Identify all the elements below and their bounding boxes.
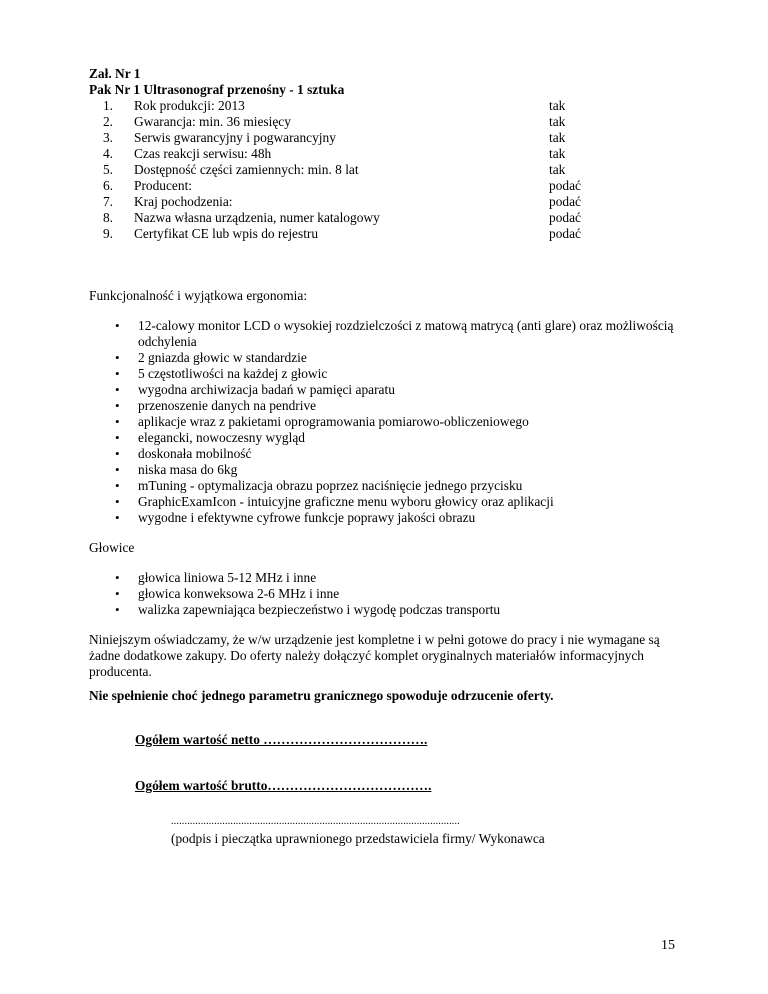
feature-item: • przenoszenie danych na pendrive (89, 398, 689, 414)
declaration-paragraph: Niniejszym oświadczamy, że w/w urządzenie jest kompletne i w pełni gotowe do pracy i nie wymagane są żadne dodatkowe zakupy. Do oferty należy dołączyć komplet oryginalnych materiałów informacyjnych producenta. (89, 632, 660, 679)
features-list (89, 318, 689, 526)
document-page (89, 66, 689, 847)
requirement-text: Kraj pochodzenia: (134, 194, 233, 209)
requirement-number: 7. (102, 194, 113, 209)
feature-item: • wygodne i efektywne cyfrowe funkcje poprawy jakości obrazu (89, 510, 689, 526)
requirement-number: 6. (102, 178, 113, 193)
requirement-value: podać (549, 210, 581, 225)
package-title: Pak Nr 1 Ultrasonograf przenośny - 1 sztuka (89, 82, 345, 97)
requirement-value: tak (549, 130, 566, 145)
requirement-number: 1. (102, 98, 113, 113)
feature-item: • elegancki, nowoczesny wygląd (89, 430, 689, 446)
feature-item: • mTuning - optymalizacja obrazu poprzez naciśnięcie jednego przycisku (89, 478, 689, 494)
gross-total-line: Ogółem wartość brutto………………………………. (135, 778, 432, 793)
requirement-row (89, 226, 689, 242)
requirement-text: Rok produkcji: 2013 (134, 98, 245, 113)
requirement-row (89, 162, 689, 178)
probe-item: • walizka zapewniająca bezpieczeństwo i wygodę podczas transportu (89, 602, 689, 618)
feature-item: • 5 częstotliwości na każdej z głowic (89, 366, 689, 382)
requirement-value: podać (549, 194, 581, 209)
feature-item: • wygodna archiwizacja badań w pamięci aparatu (89, 382, 689, 398)
probes-heading: Głowice (89, 540, 135, 555)
requirement-row (89, 146, 689, 162)
requirement-row (89, 114, 689, 130)
page-number: 15 (661, 938, 675, 953)
requirement-number: 5. (102, 162, 113, 177)
probe-item: • głowica liniowa 5-12 MHz i inne (89, 570, 689, 586)
feature-item: • 12-calowy monitor LCD o wysokiej rozdzielczości z matową matrycą (anti glare) oraz możliwością odchylenia (89, 318, 689, 350)
requirement-text: Certyfikat CE lub wpis do rejestru (134, 226, 319, 241)
signature-dots: ........................................................................................................... (171, 816, 460, 827)
features-heading: Funkcjonalność i wyjątkowa ergonomia: (89, 288, 308, 303)
net-total-line: Ogółem wartość netto ………………………………. (135, 732, 428, 747)
requirement-value: tak (549, 114, 566, 129)
feature-item: • GraphicExamIcon - intuicyjne graficzne menu wyboru głowicy oraz aplikacji (89, 494, 689, 510)
requirement-number: 9. (102, 226, 113, 241)
requirement-text: Czas reakcji serwisu: 48h (134, 146, 272, 161)
requirement-value: tak (549, 146, 566, 161)
requirement-value: podać (549, 178, 581, 193)
requirement-row (89, 210, 689, 226)
requirement-number: 8. (102, 210, 113, 225)
feature-item: • 2 gniazda głowic w standardzie (89, 350, 689, 366)
requirement-text: Dostępność części zamiennych: min. 8 lat (134, 162, 359, 177)
annex-label: Zał. Nr 1 (89, 66, 141, 81)
requirement-value: tak (549, 162, 566, 177)
requirement-number: 3. (102, 130, 113, 145)
warning-text: Nie spełnienie choć jednego parametru granicznego spowoduje odrzucenie oferty. (89, 688, 554, 703)
feature-item: • doskonała mobilność (89, 446, 689, 462)
feature-item: • niska masa do 6kg (89, 462, 689, 478)
requirement-row (89, 130, 689, 146)
requirement-row (89, 194, 689, 210)
requirement-value: tak (549, 98, 566, 113)
requirement-text: Producent: (134, 178, 193, 193)
signature-caption: (podpis i pieczątka uprawnionego przedstawiciela firmy/ Wykonawca (171, 831, 545, 846)
feature-item: • aplikacje wraz z pakietami oprogramowania pomiarowo-obliczeniowego (89, 414, 689, 430)
probe-item: • głowica konweksowa 2-6 MHz i inne (89, 586, 689, 602)
requirement-number: 2. (102, 114, 113, 129)
requirement-text: Gwarancja: min. 36 miesięcy (134, 114, 291, 129)
requirement-value: podać (549, 226, 581, 241)
probes-list (89, 570, 689, 618)
requirements-list (89, 98, 689, 242)
requirement-row (89, 98, 689, 114)
requirement-text: Serwis gwarancyjny i pogwarancyjny (134, 130, 336, 145)
requirement-row (89, 178, 689, 194)
requirement-number: 4. (102, 146, 113, 161)
requirement-text: Nazwa własna urządzenia, numer katalogowy (134, 210, 380, 225)
